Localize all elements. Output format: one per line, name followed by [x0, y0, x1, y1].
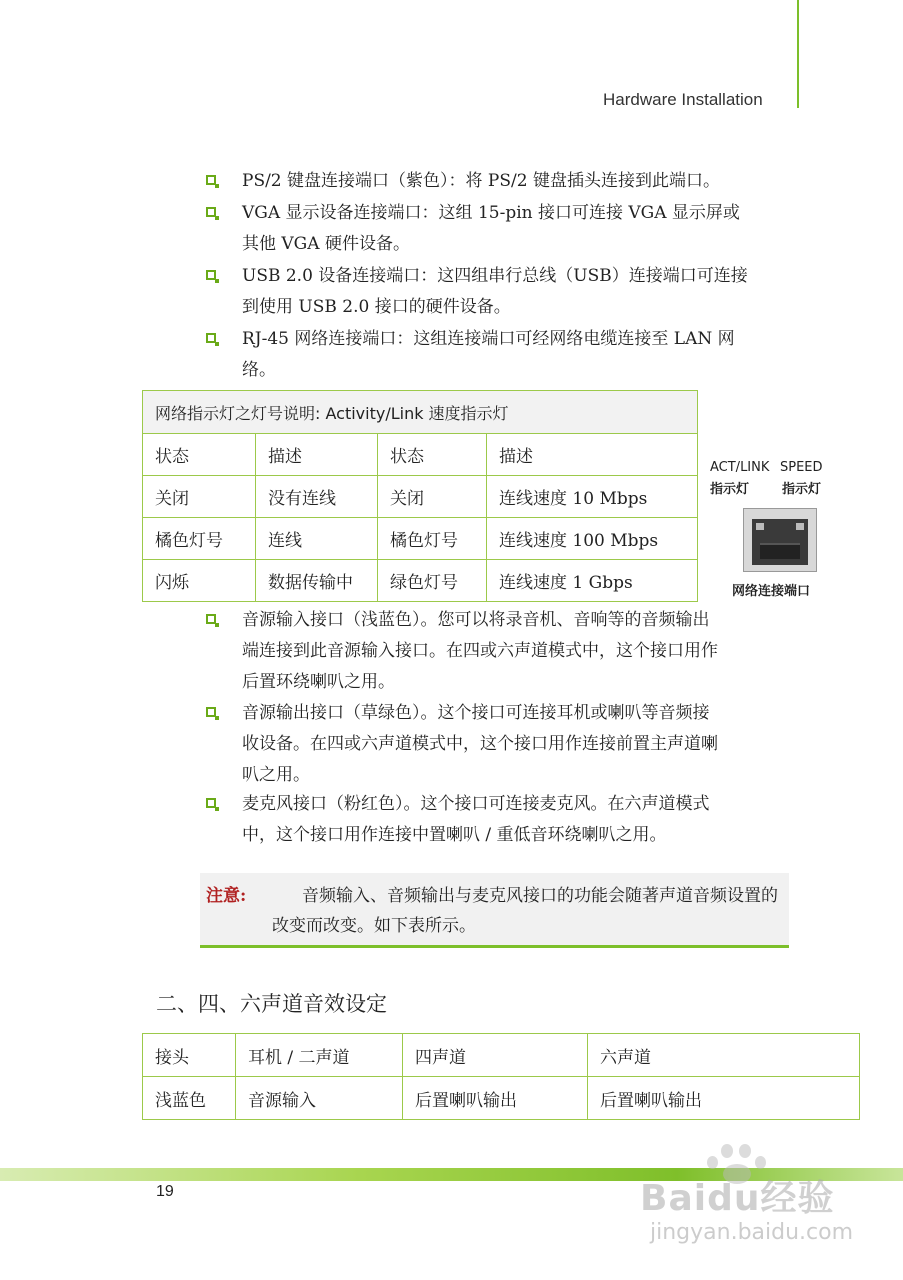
- table-cell: 耳机 / 二声道: [236, 1034, 403, 1077]
- table-cell: 连线速度 10 Mbps: [487, 476, 698, 518]
- led-status-table: [142, 390, 698, 602]
- checkbox-bullet-icon: [206, 333, 216, 343]
- act-link-label: ACT/LINK: [710, 460, 770, 475]
- table-cell: 后置喇叭输出: [588, 1077, 860, 1120]
- table-cell: 连线速度 100 Mbps: [487, 518, 698, 560]
- bullet-line: 音源输出接口（草绿色）。这个接口可连接耳机或喇叭等音频接: [242, 703, 710, 723]
- table-row: [143, 518, 698, 560]
- speed-led-label: 指示灯: [782, 482, 822, 497]
- bullet-line: 端连接到此音源输入接口。在四或六声道模式中，这个接口用作: [242, 641, 718, 661]
- checkbox-bullet-icon: [206, 175, 216, 185]
- bullet-line: PS/2 键盘连接端口（紫色）：将 PS/2 键盘插头连接到此端口。: [242, 171, 720, 191]
- bullet-line: 收设备。在四或六声道模式中，这个接口用作连接前置主声道喇: [242, 734, 718, 754]
- table-cell: 数据传输中: [256, 560, 378, 602]
- bullet-line: 到使用 USB 2.0 接口的硬件设备。: [242, 297, 511, 317]
- bullet-line-in: [206, 605, 791, 698]
- table-cell: 六声道: [588, 1034, 860, 1077]
- table-cell: 橘色灯号: [143, 518, 256, 560]
- table-cell: 描述: [487, 434, 698, 476]
- bullet-ps2: [206, 166, 791, 197]
- page-number: 19: [156, 1183, 174, 1200]
- checkbox-bullet-icon: [206, 707, 216, 717]
- bullet-rj45: [206, 324, 791, 386]
- act-led-label: 指示灯: [710, 482, 750, 497]
- table-cell: 状态: [378, 434, 487, 476]
- bullet-line: 叭之用。: [242, 765, 310, 785]
- watermark-brand: Baidu经验: [640, 1178, 835, 1219]
- act-led-icon: [756, 523, 764, 530]
- table-cell: 关闭: [143, 476, 256, 518]
- checkbox-bullet-icon: [206, 207, 216, 217]
- table-cell: 浅蓝色: [143, 1077, 236, 1120]
- bullet-line: RJ-45 网络连接端口：这组连接端口可经网络电缆连接至 LAN 网: [242, 329, 735, 349]
- table-row: [143, 560, 698, 602]
- table-row: [143, 1077, 860, 1120]
- checkbox-bullet-icon: [206, 614, 216, 624]
- speed-led-icon: [796, 523, 804, 530]
- bullet-line: USB 2.0 设备连接端口：这四组串行总线（USB）连接端口可连接: [242, 266, 748, 286]
- checkbox-bullet-icon: [206, 270, 216, 280]
- checkbox-bullet-icon: [206, 798, 216, 808]
- note-box: [200, 873, 789, 948]
- table-cell: 四声道: [403, 1034, 588, 1077]
- bullet-line-out: [206, 698, 791, 791]
- led-table-caption: 网络指示灯之灯号说明: Activity/Link 速度指示灯: [143, 391, 698, 434]
- table-cell: 绿色灯号: [378, 560, 487, 602]
- bullet-line: 络。: [242, 360, 276, 380]
- table-cell: 没有连线: [256, 476, 378, 518]
- port-caption: 网络连接端口: [732, 584, 811, 599]
- table-cell: 连线速度 1 Gbps: [487, 560, 698, 602]
- table-cell: 关闭: [378, 476, 487, 518]
- table-cell: 描述: [256, 434, 378, 476]
- bullet-line: 后置环绕喇叭之用。: [242, 672, 395, 692]
- section-title: 二、四、六声道音效设定: [156, 992, 387, 1016]
- table-cell: 连线: [256, 518, 378, 560]
- bullet-line: 其他 VGA 硬件设备。: [242, 234, 410, 254]
- table-cell: 闪烁: [143, 560, 256, 602]
- speed-label: SPEED: [780, 460, 823, 475]
- table-cell: 音源输入: [236, 1077, 403, 1120]
- table-cell: 后置喇叭输出: [403, 1077, 588, 1120]
- bullet-line: 音源输入接口（浅蓝色）。您可以将录音机、音响等的音频输出: [242, 610, 710, 630]
- table-row: [143, 476, 698, 518]
- note-text: 音频输入、音频输出与麦克风接口的功能会随著声道音频设置的改变而改变。如下表所示。: [272, 886, 778, 936]
- bullet-mic-in: [206, 789, 791, 851]
- table-row: [143, 1034, 860, 1077]
- rj45-port-figure: [706, 458, 836, 598]
- bullet-usb: [206, 261, 791, 323]
- bullet-line: 中，这个接口用作连接中置喇叭 / 重低音环绕喇叭之用。: [242, 825, 667, 845]
- table-cell: 状态: [143, 434, 256, 476]
- watermark-url: jingyan.baidu.com: [650, 1220, 854, 1245]
- table-cell: 接头: [143, 1034, 236, 1077]
- bullet-line: 麦克风接口（粉红色）。这个接口可连接麦克风。在六声道模式: [242, 794, 710, 814]
- ethernet-port-icon: [743, 508, 817, 572]
- table-row: [143, 434, 698, 476]
- audio-channel-table: [142, 1033, 860, 1120]
- table-cell: 橘色灯号: [378, 518, 487, 560]
- bullet-line: VGA 显示设备连接端口：这组 15-pin 接口可连接 VGA 显示屏或: [242, 203, 740, 223]
- header-title: Hardware Installation: [603, 90, 763, 109]
- bullet-vga: [206, 198, 791, 260]
- note-label: 注意:: [206, 886, 247, 906]
- header-accent-line: [797, 0, 799, 108]
